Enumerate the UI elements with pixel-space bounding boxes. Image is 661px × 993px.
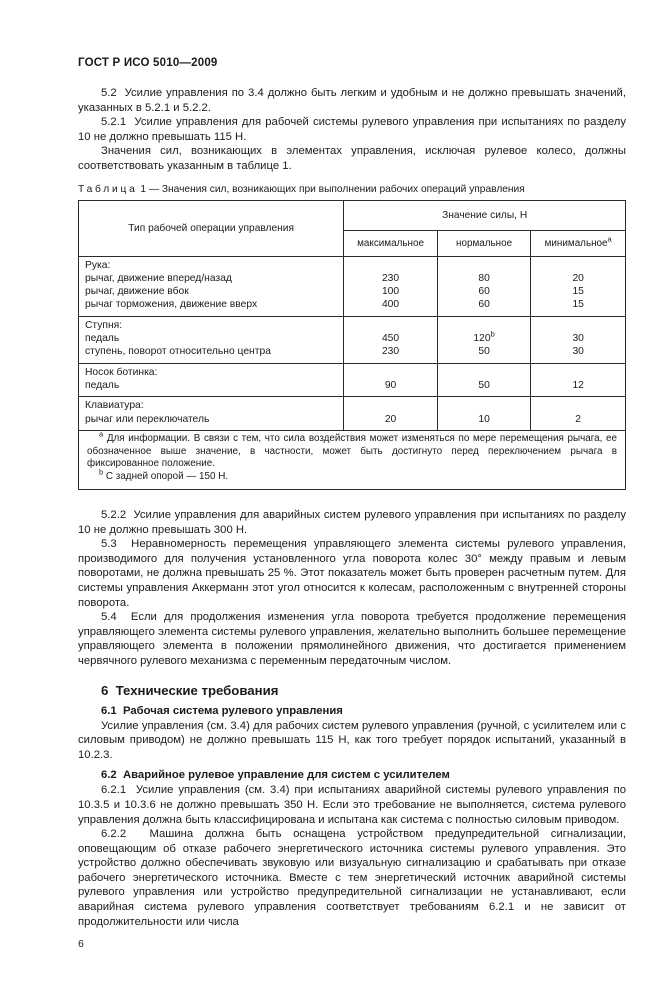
table-subheader-normal: нормальное — [437, 230, 531, 256]
table-cell-max — [344, 397, 438, 431]
table-row-label: ступень, поворот относительно центра — [85, 346, 271, 358]
table-cell-min — [531, 363, 626, 397]
table-cell-operation — [79, 397, 344, 431]
table-footnote-row — [79, 430, 626, 489]
table-line-spacer — [346, 259, 435, 272]
table-value: 10 — [478, 413, 490, 425]
table-group-title: Носок ботинка: — [85, 366, 158, 378]
clause-5-2-1-paragraph: 5.2.1 Усилие управления для рабочей системы рулевого управления при испытаниях по разделу 10 не должно превышать 115 Н. — [78, 116, 626, 143]
table-value: 230 — [381, 346, 400, 358]
table-group-title: Ступня: — [85, 319, 123, 331]
table-line-spacer — [533, 366, 623, 379]
table-value: 80 — [478, 272, 490, 284]
table-line-spacer — [440, 259, 529, 272]
table-header-operation-type: Тип рабочей операции управления — [79, 200, 344, 256]
table-cell-normal — [437, 363, 531, 397]
clause-6-2-2-paragraph: 6.2.2 Машина должна быть оснащена устройством предупредительной сигнализации, оповещающим об отказе рабочего энергетического источника системы рулевого управления. Это устройство должно обеспечивать звуковую или визуальную сигнализацию и срабатывать при отказе рабочего энергетического источника. Вместе с тем энергетический источник аварийной системы рулевого управления или устройство предупредительной сигнализации не устанавливают, если аварийная система рулевого управления соответствует требованиям 6.2.1 и не зависит от продолжительности или числа — [78, 828, 626, 928]
page-number: 6 — [78, 938, 84, 951]
page-content — [78, 57, 626, 950]
table-group-row — [79, 316, 626, 363]
table-cell-min — [531, 316, 626, 363]
table-caption-text: 1 — Значения сил, возникающих при выполнении рабочих операций управления — [140, 183, 525, 195]
section-6-1-heading: 6.1 Рабочая система рулевого управления — [101, 704, 343, 717]
table-cell-normal — [437, 397, 531, 431]
table-header-force-value: Значение силы, Н — [344, 200, 626, 230]
table-value: 100 — [381, 286, 400, 298]
table-value: 20 — [384, 413, 397, 425]
table-value: 12 — [572, 379, 584, 391]
table-group-row — [79, 363, 626, 397]
table-footnote-b: $^b$ С задней опорой — 150 Н. — [99, 467, 229, 483]
clause-5-3-paragraph: 5.3 Неравномерность перемещения управляющего элемента системы рулевого управления, производимого для получения установленного угла поворота колес 30° между правым и левым поворотами, не должна превышать 25 %. Этот показатель может быть проверен расчетным путем. Для системы управления Аккерманн этот угол относится к колесам, расположенным с внутренней стороны поворота. — [78, 538, 626, 609]
table-group-row — [79, 397, 626, 431]
table-cell-operation — [79, 363, 344, 397]
table-group-title: Клавиатура: — [85, 400, 144, 412]
table-cell-operation — [79, 256, 344, 316]
table-value: 90 — [384, 379, 397, 391]
section-6-2-heading: 6.2 Аварийное рулевое управление для систем с усилителем — [101, 769, 450, 782]
document-page — [0, 57, 661, 993]
table-cell-operation — [79, 316, 344, 363]
document-title: ГОСТ Р ИСО 5010—2009 — [78, 57, 218, 69]
table-cell-max — [344, 363, 438, 397]
clause-6-2-1-paragraph: 6.2.1 Усилие управления (см. 3.4) при испытаниях аварийной системы рулевого управления по 10.3.5 и 10.3.6 не должно превышать 350 Н. Если это требование не выполняется, система рулевого управления должна быть классифицирована и испытана как система с полностью силовым приводом. — [78, 784, 626, 826]
clause-5-4-paragraph: 5.4 Если для продолжения изменения угла поворота требуется продолжение перемещения управляющего элемента системы рулевого управления, желательно выполнить большее перемещение управляющего элемента в положении прямолинейного движения, что достигается применением червячного рулевого механизма с переменным передаточным числом. — [78, 611, 626, 667]
table-value: 230 — [381, 272, 400, 284]
table-value: 50 — [478, 379, 490, 391]
table-line-spacer — [440, 366, 529, 379]
table-cell-max — [344, 316, 438, 363]
table-value: 2 — [575, 413, 582, 425]
table-line-spacer — [533, 399, 623, 412]
clause-5-2-paragraph: 5.2 Усилие управления по 3.4 должно быть легким и удобным и не должно превышать значений, указанных в 5.2.1 и 5.2.2. — [78, 87, 626, 114]
table-row-label: педаль — [85, 379, 120, 391]
table-row-label: педаль — [85, 333, 120, 345]
table-caption-word: Таблица — [78, 183, 138, 195]
table-subheader-max: максимальное — [344, 230, 438, 256]
table-group-title: Рука: — [85, 259, 111, 271]
clause-5-2-1-note-paragraph: Значения сил, возникающих в элементах управления, исключая рулевое колесо, должны соответствовать указанным в таблице 1. — [78, 145, 626, 172]
table-cell-min — [531, 256, 626, 316]
table-value: 60 — [478, 299, 490, 311]
table-value: 15 — [572, 299, 584, 311]
table-cell-normal — [437, 316, 531, 363]
table-group-row — [79, 256, 626, 316]
table-value: 50 — [478, 346, 490, 358]
table-row-label: рычаг или переключатель — [85, 413, 210, 425]
table-line-spacer — [346, 366, 435, 379]
table-value: 60 — [478, 286, 490, 298]
table-value: 15 — [572, 286, 584, 298]
table-value: 450 — [381, 333, 400, 345]
table-value: 20 — [572, 272, 584, 284]
table-line-spacer — [533, 319, 623, 332]
section-6-1-paragraph: Усилие управления (см. 3.4) для рабочих систем рулевого управления (ручной, с усилителем или с силовым приводом) не должно превышать 115 Н, как того требует порядок испытаний, указанный в 10.2.3. — [78, 719, 626, 761]
table-line-spacer — [346, 319, 435, 332]
table-value: 30 — [572, 333, 584, 345]
table-row-label: рычаг, движение вперед/назад — [85, 272, 232, 284]
table-cell-min — [531, 397, 626, 431]
table-line-spacer — [533, 259, 623, 272]
table-row-label: рычаг торможения, движение вверх — [85, 299, 258, 311]
table-value: 30 — [572, 346, 584, 358]
table-footnote-cell — [79, 430, 626, 489]
table-value: 120$^b$ — [473, 329, 495, 345]
forces-table — [78, 200, 626, 490]
table-cell-normal — [437, 256, 531, 316]
section-6-heading: 6 Технические требования — [101, 682, 279, 698]
table-line-spacer — [346, 399, 435, 412]
table-caption — [78, 184, 626, 195]
table-footnote-a: $^a$ Для информации. В связи с тем, что сила воздействия может изменяться по мере перемещения рычага, ее обозначенное выше значение, в частности, может быть достигнуто перед переключением рычага в фиксированное положение. — [87, 429, 617, 470]
table-line-spacer — [440, 319, 529, 332]
table-header-row-1 — [79, 200, 626, 230]
table-cell-max — [344, 256, 438, 316]
table-line-spacer — [440, 399, 529, 412]
table-value: 400 — [381, 299, 400, 311]
table-row-label: рычаг, движение вбок — [85, 286, 189, 298]
clause-5-2-2-paragraph: 5.2.2 Усилие управления для аварийных систем рулевого управления при испытаниях по разделу 10 не должно превышать 300 Н. — [78, 509, 626, 536]
table-subheader-min: минимальное$^a$ — [531, 230, 626, 256]
